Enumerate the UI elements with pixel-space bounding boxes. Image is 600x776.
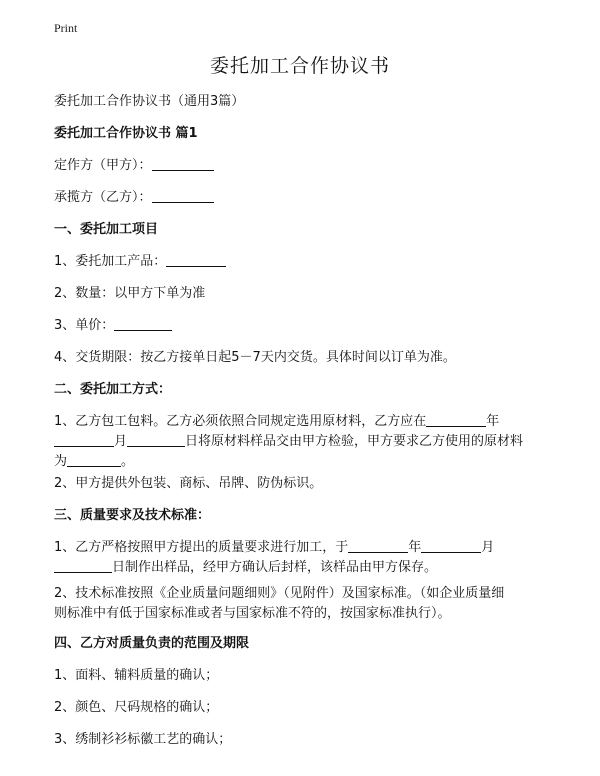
heading-4: 四、乙方对质量负责的范围及期限 <box>54 636 250 651</box>
item-1-1-text: 1、委托加工产品： <box>54 254 167 269</box>
item-2-2: 2、甲方提供外包装、商标、吊牌、防伪标识。 <box>54 476 323 491</box>
item-3-2-line-1: 2、技术标准按照《企业质量问题细则》（见附件）及国家标准。（如企业质量细 <box>54 586 505 601</box>
item-2-1-line-2 <box>54 432 554 452</box>
item-2-1-line-1 <box>54 412 554 432</box>
item-3-1-text-d: 日制作出样品，经甲方确认后封样，该样品由甲方保存。 <box>112 560 438 575</box>
day-blank-1 <box>127 432 185 447</box>
item-1-1 <box>54 252 554 272</box>
item-3-1-text-a: 1、乙方严格按照甲方提出的质量要求进行加工，于 <box>54 540 349 555</box>
subtitle: 委托加工合作协议书（通用3篇） <box>54 94 245 109</box>
section-title: 委托加工合作协议书 篇1 <box>54 126 198 141</box>
item-2-1-text-f: 。 <box>121 454 135 469</box>
item-3-1-line-2 <box>54 558 554 578</box>
month-blank-2 <box>421 538 481 553</box>
item-1-3 <box>54 316 554 336</box>
item-2-1-text-e: 为 <box>54 454 68 469</box>
item-2-1-year: 年 <box>486 414 500 429</box>
item-2-1-text-a: 1、乙方包工包料。乙方必须依照合同规定选用原材料，乙方应在 <box>54 414 427 429</box>
heading-1: 一、委托加工项目 <box>54 222 159 237</box>
party-b-label: 承揽方（乙方）： <box>54 190 152 205</box>
year-blank-2 <box>348 538 408 553</box>
day-blank-2 <box>54 558 112 573</box>
item-3-1-line-1 <box>54 538 554 558</box>
item-4-3: 3、绣制衫衫标徽工艺的确认； <box>54 732 232 747</box>
item-3-2-line-2: 则标准中有低于国家标准或者与国家标准不符的，按国家标准执行）。 <box>54 606 451 621</box>
party-b-blank <box>152 188 214 203</box>
price-blank <box>114 316 172 331</box>
item-3-1-month: 月 <box>481 540 495 555</box>
item-1-3-text: 3、单价： <box>54 318 115 333</box>
heading-3: 三、质量要求及技术标准： <box>54 508 211 523</box>
party-b-line <box>54 188 554 208</box>
print-link[interactable]: Print <box>54 21 78 35</box>
item-2-1-line-3 <box>54 452 554 472</box>
product-blank <box>166 252 226 267</box>
item-1-2: 2、数量：以甲方下单为准 <box>54 286 206 301</box>
document-title: 委托加工合作协议书 <box>209 55 390 77</box>
material-blank <box>67 452 121 467</box>
item-3-1-year: 年 <box>408 540 422 555</box>
party-a-blank <box>152 156 214 171</box>
item-1-4: 4、交货期限：按乙方接单日起5－7天内交货。具体时间以订单为准。 <box>54 350 456 365</box>
party-a-label: 定作方（甲方）： <box>54 158 152 173</box>
item-2-1-month: 月 <box>114 434 128 449</box>
year-blank-1 <box>426 412 486 427</box>
heading-2: 二、委托加工方式： <box>54 382 172 397</box>
item-4-2: 2、颜色、尺码规格的确认； <box>54 700 219 715</box>
party-a-line <box>54 156 554 176</box>
item-4-1: 1、面料、辅料质量的确认； <box>54 668 219 683</box>
item-2-1-text-d: 日将原材料样品交由甲方检验，甲方要求乙方使用的原材料 <box>185 434 524 449</box>
month-blank-1 <box>54 432 114 447</box>
